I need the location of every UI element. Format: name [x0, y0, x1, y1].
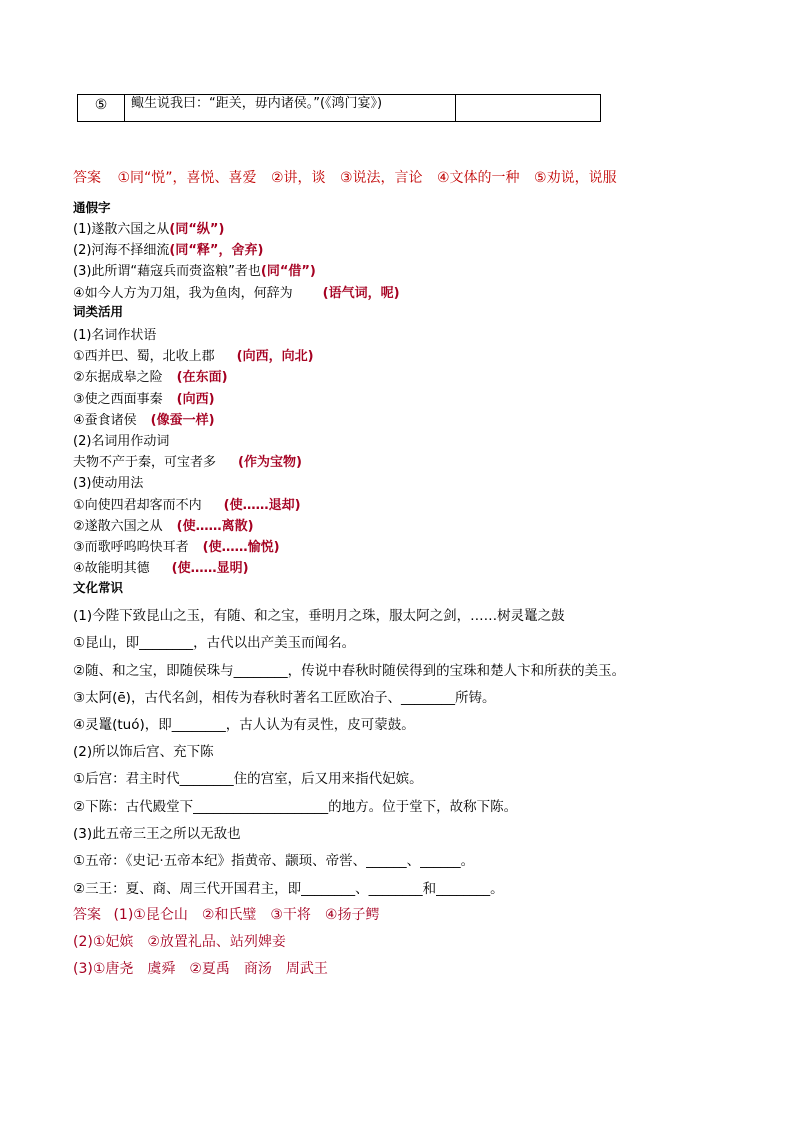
list-item [73, 345, 314, 364]
answer-item: ③说法，言论 [339, 170, 423, 186]
item-text: (3)此所谓“藉寇兵而赍盗粮”者也 [73, 264, 261, 279]
answer-line: (3)①唐尧 虞舜 ②夏禹 商汤 周武王 [73, 961, 328, 977]
item-text: ③使之西面事秦 [73, 392, 163, 407]
item-hint: (使……退却) [223, 498, 301, 513]
list-item [73, 451, 302, 470]
subheading: (2)名词用作动词 [73, 434, 170, 449]
list-item [73, 515, 254, 534]
answer-label: 答案 [73, 907, 101, 923]
list-item [73, 409, 215, 428]
list-item: ②随、和之宝，即随侯珠与________，传说中春秋时随侯得到的宝珠和楚人卞和所获的美玉。 [73, 663, 626, 679]
item-text: (2)河海不择细流 [73, 243, 170, 258]
list-item: ④灵鼍(tuó)，即________，古人认为有灵性，皮可蒙鼓。 [73, 717, 415, 733]
section-heading-cilei: 词类活用 [73, 304, 124, 319]
table-cell-empty [450, 95, 600, 121]
list-item [73, 557, 249, 576]
item-hint: (像蚕一样) [150, 413, 215, 428]
item-text: ②遂散六国之从 [73, 519, 163, 534]
answer-label: 答案 [73, 170, 101, 186]
answer-item: ④文体的一种 [437, 170, 520, 186]
list-item [73, 218, 224, 237]
item-text: ①向使四君却客而不内 [73, 498, 202, 513]
list-item: ①后宫：君主时代________住的宫室，后又用来指代妃嫔。 [73, 771, 423, 787]
section-heading-wenhua: 文化常识 [73, 580, 124, 595]
list-item: ③太阿(ē)，古代名剑，相传为春秋时著名工匠欧冶子、________所铸。 [73, 690, 496, 706]
list-item [73, 388, 215, 407]
item-text: (1)遂散六国之从 [73, 222, 170, 237]
item-hint: (语气词，呢) [322, 286, 400, 301]
item-hint: (同“纵”) [169, 222, 225, 237]
item-hint: (使……离散) [176, 519, 254, 534]
table-cell-text: 鲰生说我曰：“距关，毋内诸侯。”(《鸿门宴》) [125, 95, 456, 121]
item-hint: (同“借”) [260, 264, 316, 279]
list-item: ①五帝：《史记·五帝本纪》指黄帝、颛顼、帝喾、______、______。 [73, 853, 475, 869]
item-hint: (使……显明) [171, 561, 249, 576]
answer-line: (1)①昆仑山 ②和氏璧 ③干将 ④扬子鳄 [113, 907, 380, 923]
item-hint: (向西) [176, 392, 215, 407]
list-item: (1)今陛下致昆山之玉，有随、和之宝，垂明月之珠，服太阿之剑，……树灵鼍之鼓 [73, 608, 565, 624]
table-cell-number: ⑤ [78, 95, 125, 121]
answer-2 [73, 904, 380, 924]
item-text: ④蚕食诸侯 [73, 413, 137, 428]
item-text: ③而歌呼呜呜快耳者 [73, 540, 189, 555]
answer-1 [73, 167, 617, 187]
item-text: 夫物不产于秦，可宝者多 [73, 455, 217, 470]
list-item: (2)所以饰后宫、充下陈 [73, 744, 214, 760]
list-item [73, 282, 400, 301]
list-item [73, 366, 228, 385]
item-text: ④故能明其德 [73, 561, 150, 576]
item-hint: (向西，向北) [236, 349, 314, 364]
subheading: (1)名词作状语 [73, 328, 157, 343]
answer-item: ⑤劝说，说服 [534, 170, 617, 186]
item-text: ①西并巴、蜀，北收上郡 [73, 349, 215, 364]
answer-line: (2)①妃嫔 ②放置礼品、站列婢妾 [73, 934, 286, 950]
item-hint: (作为宝物) [238, 455, 302, 470]
list-item: (3)此五帝三王之所以无敌也 [73, 826, 241, 842]
answer-item: ②讲，谈 [270, 170, 326, 186]
subheading: (3)使动用法 [73, 476, 144, 491]
item-hint: (同“释”，舍弃) [169, 243, 264, 258]
item-hint: (在东面) [176, 370, 228, 385]
item-hint: (使……愉悦) [202, 540, 280, 555]
item-text: ④如今人方为刀俎，我为鱼肉，何辞为 [73, 286, 293, 301]
list-item: ①昆山，即________，古代以出产美玉而闻名。 [73, 635, 356, 651]
table-row [77, 94, 601, 122]
item-text: ②东据成皋之险 [73, 370, 163, 385]
answer-item: ①同“悦”，喜悦、喜爱 [117, 170, 257, 186]
list-item [73, 239, 263, 258]
list-item [73, 494, 301, 513]
list-item: ②下陈：古代殿堂下____________________的地方。位于堂下，故称下陈。 [73, 799, 518, 815]
section-heading-tongjiazi: 通假字 [73, 200, 111, 215]
list-item [73, 260, 316, 279]
list-item [73, 536, 280, 555]
list-item: ②三王：夏、商、周三代开国君主，即________、________和________。 [73, 881, 504, 897]
